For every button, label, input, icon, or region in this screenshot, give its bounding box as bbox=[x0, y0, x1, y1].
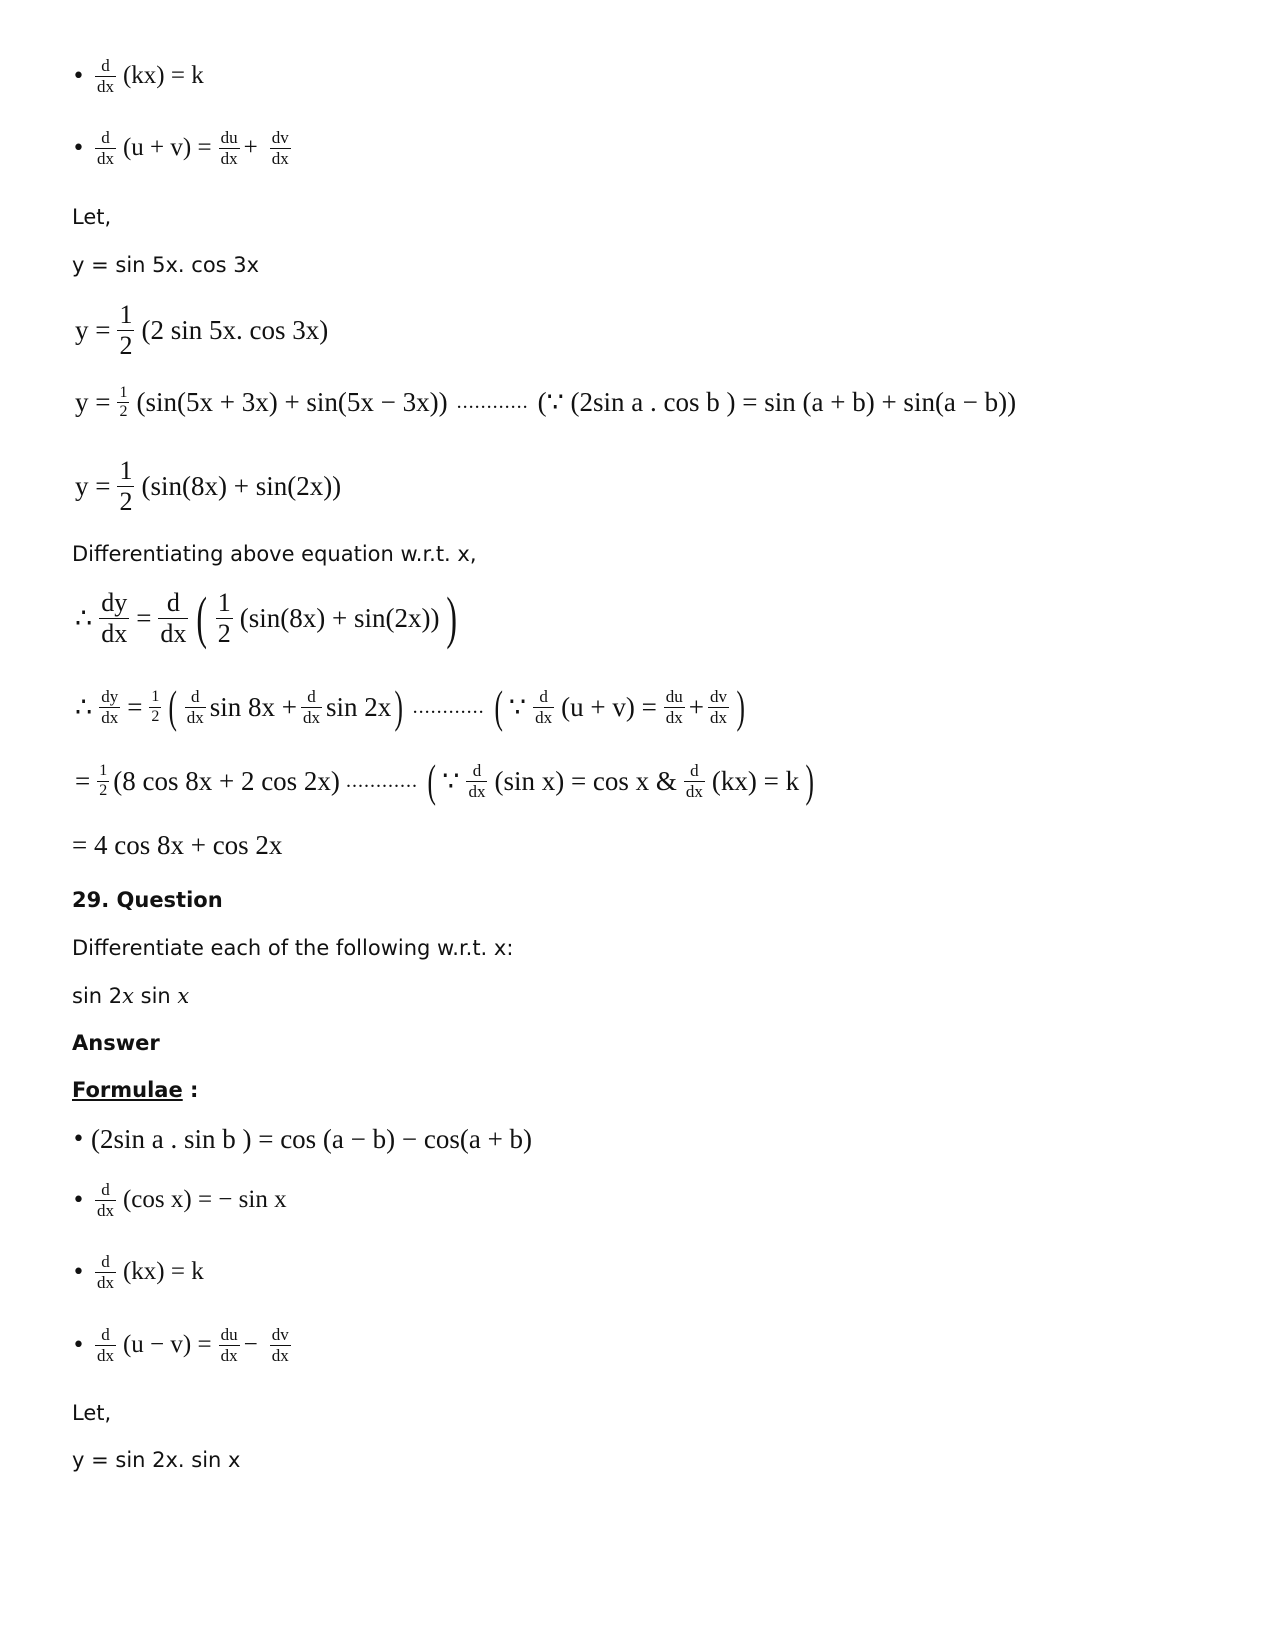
question-title: 29. Question bbox=[72, 888, 223, 912]
equation-half-sin8x-sin2x: y = $\frac{1}{2}$ (sin(8x) + sin(2x)) bbox=[75, 456, 342, 516]
fraction-dv-dx: $\frac{dv}{dx}$ bbox=[271, 1325, 289, 1365]
fraction-one-half: $\frac{1}{2}$ bbox=[119, 384, 128, 421]
paren-close: ) bbox=[736, 681, 745, 732]
leader-dots: ............ bbox=[345, 769, 418, 792]
equation-final-result: = 4 cos 8x + cos 2x bbox=[72, 830, 283, 860]
paren-close: ) bbox=[394, 681, 404, 732]
paren-close: ) bbox=[805, 755, 815, 806]
question-text: Differentiate each of the following w.r.t. x: bbox=[72, 936, 514, 960]
fraction-d-dx: d dx bbox=[186, 686, 204, 727]
plus-sign: + bbox=[243, 134, 258, 162]
fraction-one-half: $\frac{1}{2}$ bbox=[119, 456, 133, 516]
formulae-label: Formulae bbox=[72, 1078, 183, 1102]
fraction-d-dx: d dx bbox=[535, 686, 553, 727]
equation-step3: = $\frac{1}{2}$ (8 cos 8x + 2 cos 2x) ............ ( ∵ d dx (sin x) = cos x & d dx (kx) = k ) bbox=[75, 755, 815, 806]
fraction-du-dx: $\frac{du}{dx}$ bbox=[665, 686, 683, 727]
bullet: • bbox=[72, 135, 85, 161]
reason-identity: (∵ (2sin a . cos b ) = sin (a + b) + sin(a − b)) bbox=[537, 387, 1017, 418]
bullet: • bbox=[72, 1332, 85, 1358]
fraction-d-dx: d dx bbox=[96, 1252, 114, 1292]
bullet: • bbox=[72, 63, 85, 89]
formula-text: (u + v) = bbox=[122, 134, 212, 162]
bullet: • bbox=[72, 1127, 85, 1152]
fraction-d-dx: $\frac{d}{dx}$ bbox=[160, 588, 187, 648]
formula-derivative-sum bbox=[72, 128, 295, 168]
fraction-one-half: $\frac{1}{2}$ bbox=[99, 762, 108, 799]
fraction-d-dx: d dx bbox=[685, 760, 703, 801]
fraction-d-dx: d dx bbox=[96, 1325, 114, 1365]
fraction-one-half: $\frac{1}{2}$ bbox=[119, 300, 133, 360]
equation-sum-product: y = $\frac{1}{2}$ (sin(5x + 3x) + sin(5x − 3x)) ............ (∵ (2sin a . cos b ) = sin (a + b) + sin(a − b)) bbox=[72, 384, 1019, 422]
equation-y-sin5x-cos3x: y = sin 5x. cos 3x bbox=[72, 253, 260, 277]
equation-dy-dx-step2: ∴ $\frac{dy}{dx}$ = $\frac{1}{2}$ ( d dx sin 8x + $\frac{d}{dx}$ sin 2x ) ............ ( ∵ d dx (u + v) = $\frac{du}{dx}$ + $\frac{dv}{dx}$ ) bbox=[75, 681, 745, 732]
fraction-dv-dx: $\frac{dv}{dx}$ bbox=[710, 686, 728, 727]
fraction-d-dx: d dx bbox=[96, 56, 114, 96]
equation-y-sin2x-sinx: y = sin 2x. sin x bbox=[72, 1448, 241, 1472]
fraction-d-dx: d dx bbox=[96, 128, 114, 168]
paren-close: ) bbox=[446, 585, 458, 651]
formula-product-sin-sin: • (2sin a . sin b ) = cos (a − b) − cos(a + b) bbox=[72, 1124, 533, 1154]
fraction-d-dx: d dx bbox=[96, 1180, 114, 1220]
fraction-du-dx: $\frac{du}{dx}$ bbox=[220, 1325, 238, 1365]
fraction-one-half: 1 2 bbox=[217, 588, 231, 648]
fraction-dy-dx: $\frac{dy}{dx}$ bbox=[101, 588, 128, 648]
leader-dots: ............ bbox=[456, 391, 529, 414]
answer-label: Answer bbox=[72, 1031, 160, 1055]
fraction-d-dx: d dx bbox=[468, 760, 486, 801]
bullet: • bbox=[72, 1187, 85, 1213]
fraction-dv-dx: $\frac{dv}{dx}$ bbox=[271, 128, 289, 168]
paren-open: ( bbox=[168, 681, 178, 732]
minus-sign: − bbox=[243, 1331, 258, 1359]
let-text: Let, bbox=[72, 1401, 112, 1425]
question-expression: sin 2x sin x bbox=[72, 984, 190, 1008]
equation-dy-dx-step1: ∴ $\frac{dy}{dx}$ = $\frac{d}{dx}$ ( 1 2 (sin(8x) + sin(2x)) ) bbox=[75, 585, 458, 651]
paren-open: ( bbox=[494, 681, 503, 732]
formula-derivative-difference: • d dx (u − v) = $\frac{du}{dx}$ − $\frac{dv}{dx}$ bbox=[72, 1325, 289, 1365]
equation-half-2sin5x-cos3x: y = $\frac{1}{2}$ (2 sin 5x. cos 3x) bbox=[75, 300, 329, 360]
fraction-dy-dx: $\frac{dy}{dx}$ bbox=[101, 686, 119, 727]
formula-derivative-kx: • d dx (kx) = k bbox=[72, 1252, 204, 1292]
paren-open: ( bbox=[196, 585, 208, 651]
formula-derivative-cos: • d dx (cos x) = − sin x bbox=[72, 1180, 287, 1220]
let-text: Let, bbox=[72, 205, 112, 229]
formula-text: (kx) = k bbox=[122, 62, 204, 90]
differentiating-text: Differentiating above equation w.r.t. x, bbox=[72, 542, 477, 566]
fraction-du-dx: $\frac{du}{dx}$ bbox=[220, 128, 238, 168]
leader-dots: ............ bbox=[412, 695, 485, 718]
bullet: • bbox=[72, 1259, 85, 1285]
fraction-d-dx: $\frac{d}{dx}$ bbox=[303, 686, 320, 727]
formula-derivative-kx bbox=[72, 56, 207, 96]
fraction-one-half: $\frac{1}{2}$ bbox=[151, 688, 160, 725]
paren-open: ( bbox=[427, 755, 436, 806]
formulae-heading: Formulae : bbox=[72, 1078, 199, 1102]
